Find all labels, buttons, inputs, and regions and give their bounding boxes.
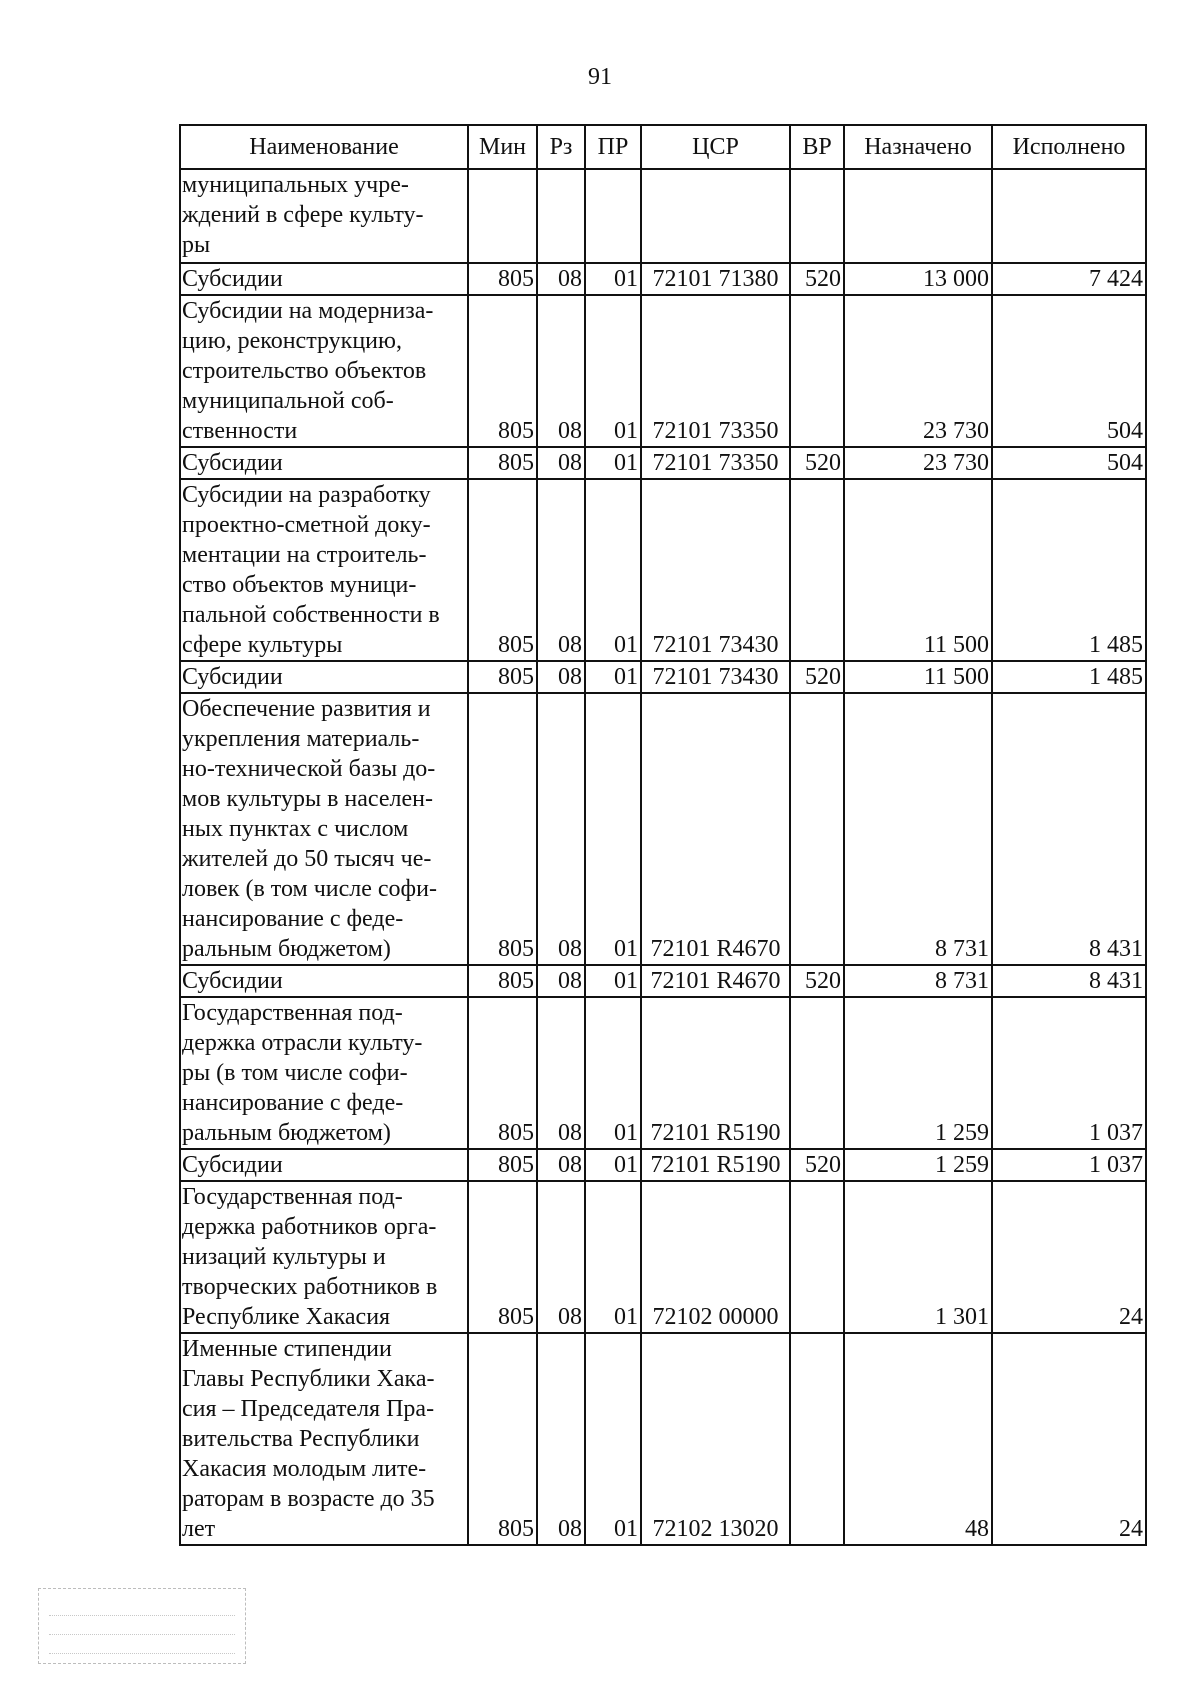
cell-target-item: 72101 R5190 xyxy=(641,997,790,1149)
cell-ministry xyxy=(468,169,537,263)
cell-name: Именные стипендии Главы Республики Хака- сия – Председателя Пра- вительства Республики Хакасия молодым лите- раторам в возрасте до 35 лет xyxy=(180,1333,468,1545)
cell-name: Субсидии xyxy=(180,661,468,693)
cell-assigned: 1 259 xyxy=(844,1149,992,1181)
table-row xyxy=(180,693,1146,965)
cell-executed: 504 xyxy=(992,295,1146,447)
cell-executed: 7 424 xyxy=(992,263,1146,295)
cell-target-item: 72101 73430 xyxy=(641,479,790,661)
cell-expense-type xyxy=(790,997,844,1149)
cell-name: Государственная под- держка отрасли культу- ры (в том числе софи- нансирование с феде- ральным бюджетом) xyxy=(180,997,468,1149)
table-header-row xyxy=(180,125,1146,169)
cell-target-item: 72101 73350 xyxy=(641,295,790,447)
cell-section: 08 xyxy=(537,1333,585,1545)
cell-executed xyxy=(992,169,1146,263)
cell-expense-type xyxy=(790,693,844,965)
table-row xyxy=(180,965,1146,997)
cell-subsection: 01 xyxy=(585,479,641,661)
cell-expense-type: 520 xyxy=(790,1149,844,1181)
cell-name: Субсидии xyxy=(180,1149,468,1181)
cell-section: 08 xyxy=(537,263,585,295)
table-body xyxy=(180,169,1146,1545)
table-row xyxy=(180,997,1146,1149)
cell-assigned: 23 730 xyxy=(844,295,992,447)
cell-target-item: 72101 73350 xyxy=(641,447,790,479)
cell-ministry: 805 xyxy=(468,295,537,447)
cell-name: Субсидии xyxy=(180,965,468,997)
budget-execution-table xyxy=(179,124,1147,1546)
cell-name: Субсидии xyxy=(180,263,468,295)
cell-name: Субсидии на разработку проектно-сметной доку- ментации на строитель- ство объектов муници- пальной собственности в сфере культуры xyxy=(180,479,468,661)
cell-expense-type xyxy=(790,1181,844,1333)
cell-section: 08 xyxy=(537,1149,585,1181)
cell-subsection: 01 xyxy=(585,295,641,447)
cell-subsection: 01 xyxy=(585,997,641,1149)
cell-executed: 1 485 xyxy=(992,661,1146,693)
cell-section: 08 xyxy=(537,661,585,693)
cell-subsection: 01 xyxy=(585,693,641,965)
cell-executed: 1 485 xyxy=(992,479,1146,661)
cell-expense-type: 520 xyxy=(790,965,844,997)
cell-subsection xyxy=(585,169,641,263)
cell-subsection: 01 xyxy=(585,1333,641,1545)
column-header-expense-type: ВР xyxy=(790,125,844,169)
cell-target-item: 72102 13020 xyxy=(641,1333,790,1545)
cell-assigned: 1 259 xyxy=(844,997,992,1149)
cell-expense-type: 520 xyxy=(790,447,844,479)
cell-target-item: 72101 71380 xyxy=(641,263,790,295)
cell-target-item: 72101 R4670 xyxy=(641,965,790,997)
cell-expense-type xyxy=(790,479,844,661)
cell-target-item: 72102 00000 xyxy=(641,1181,790,1333)
table-row xyxy=(180,169,1146,263)
table-row xyxy=(180,1149,1146,1181)
cell-section xyxy=(537,169,585,263)
cell-executed: 504 xyxy=(992,447,1146,479)
column-header-ministry: Мин xyxy=(468,125,537,169)
cell-ministry: 805 xyxy=(468,447,537,479)
column-header-target-item: ЦСР xyxy=(641,125,790,169)
cell-expense-type xyxy=(790,169,844,263)
cell-expense-type xyxy=(790,295,844,447)
cell-ministry: 805 xyxy=(468,965,537,997)
table-row xyxy=(180,1181,1146,1333)
cell-section: 08 xyxy=(537,295,585,447)
cell-target-item: 72101 73430 xyxy=(641,661,790,693)
cell-assigned: 23 730 xyxy=(844,447,992,479)
table-row xyxy=(180,661,1146,693)
cell-executed: 1 037 xyxy=(992,997,1146,1149)
cell-subsection: 01 xyxy=(585,263,641,295)
cell-expense-type xyxy=(790,1333,844,1545)
cell-section: 08 xyxy=(537,965,585,997)
faded-stamp-image xyxy=(38,1588,246,1664)
table-row xyxy=(180,263,1146,295)
cell-executed: 8 431 xyxy=(992,693,1146,965)
cell-subsection: 01 xyxy=(585,1149,641,1181)
cell-subsection: 01 xyxy=(585,447,641,479)
page-number: 91 xyxy=(588,64,612,90)
cell-executed: 24 xyxy=(992,1333,1146,1545)
cell-name: Государственная под- держка работников орга- низаций культуры и творческих работников в Республике Хакасия xyxy=(180,1181,468,1333)
cell-name: Обеспечение развития и укрепления материаль- но-технической базы до- мов культуры в населен- ных пунктах с числом жителей до 50 тысяч че- ловек (в том числе софи- нансирование с феде- ральным бюджетом) xyxy=(180,693,468,965)
table-row xyxy=(180,447,1146,479)
column-header-subsection: ПР xyxy=(585,125,641,169)
cell-ministry: 805 xyxy=(468,661,537,693)
cell-ministry: 805 xyxy=(468,1149,537,1181)
cell-assigned: 8 731 xyxy=(844,965,992,997)
cell-section: 08 xyxy=(537,693,585,965)
cell-ministry: 805 xyxy=(468,1333,537,1545)
cell-target-item: 72101 R4670 xyxy=(641,693,790,965)
cell-name: Субсидии xyxy=(180,447,468,479)
cell-assigned: 48 xyxy=(844,1333,992,1545)
cell-section: 08 xyxy=(537,997,585,1149)
cell-executed: 1 037 xyxy=(992,1149,1146,1181)
column-header-executed: Исполнено xyxy=(992,125,1146,169)
cell-assigned: 11 500 xyxy=(844,479,992,661)
cell-subsection: 01 xyxy=(585,661,641,693)
cell-subsection: 01 xyxy=(585,965,641,997)
cell-section: 08 xyxy=(537,479,585,661)
cell-section: 08 xyxy=(537,447,585,479)
cell-target-item xyxy=(641,169,790,263)
table-row xyxy=(180,479,1146,661)
cell-assigned: 8 731 xyxy=(844,693,992,965)
cell-ministry: 805 xyxy=(468,997,537,1149)
cell-name: Субсидии на модерниза- цию, реконструкцию, строительство объектов муниципальной соб- ственности xyxy=(180,295,468,447)
cell-ministry: 805 xyxy=(468,263,537,295)
cell-assigned: 1 301 xyxy=(844,1181,992,1333)
cell-ministry: 805 xyxy=(468,1181,537,1333)
cell-executed: 24 xyxy=(992,1181,1146,1333)
cell-target-item: 72101 R5190 xyxy=(641,1149,790,1181)
cell-ministry: 805 xyxy=(468,479,537,661)
cell-ministry: 805 xyxy=(468,693,537,965)
cell-assigned: 11 500 xyxy=(844,661,992,693)
table-row xyxy=(180,295,1146,447)
cell-subsection: 01 xyxy=(585,1181,641,1333)
column-header-section: Рз xyxy=(537,125,585,169)
cell-assigned: 13 000 xyxy=(844,263,992,295)
cell-executed: 8 431 xyxy=(992,965,1146,997)
cell-expense-type: 520 xyxy=(790,263,844,295)
cell-name: муниципальных учре- ждений в сфере культу- ры xyxy=(180,169,468,263)
column-header-assigned: Назначено xyxy=(844,125,992,169)
table-row xyxy=(180,1333,1146,1545)
cell-expense-type: 520 xyxy=(790,661,844,693)
column-header-name: Наименование xyxy=(180,125,468,169)
cell-assigned xyxy=(844,169,992,263)
cell-section: 08 xyxy=(537,1181,585,1333)
